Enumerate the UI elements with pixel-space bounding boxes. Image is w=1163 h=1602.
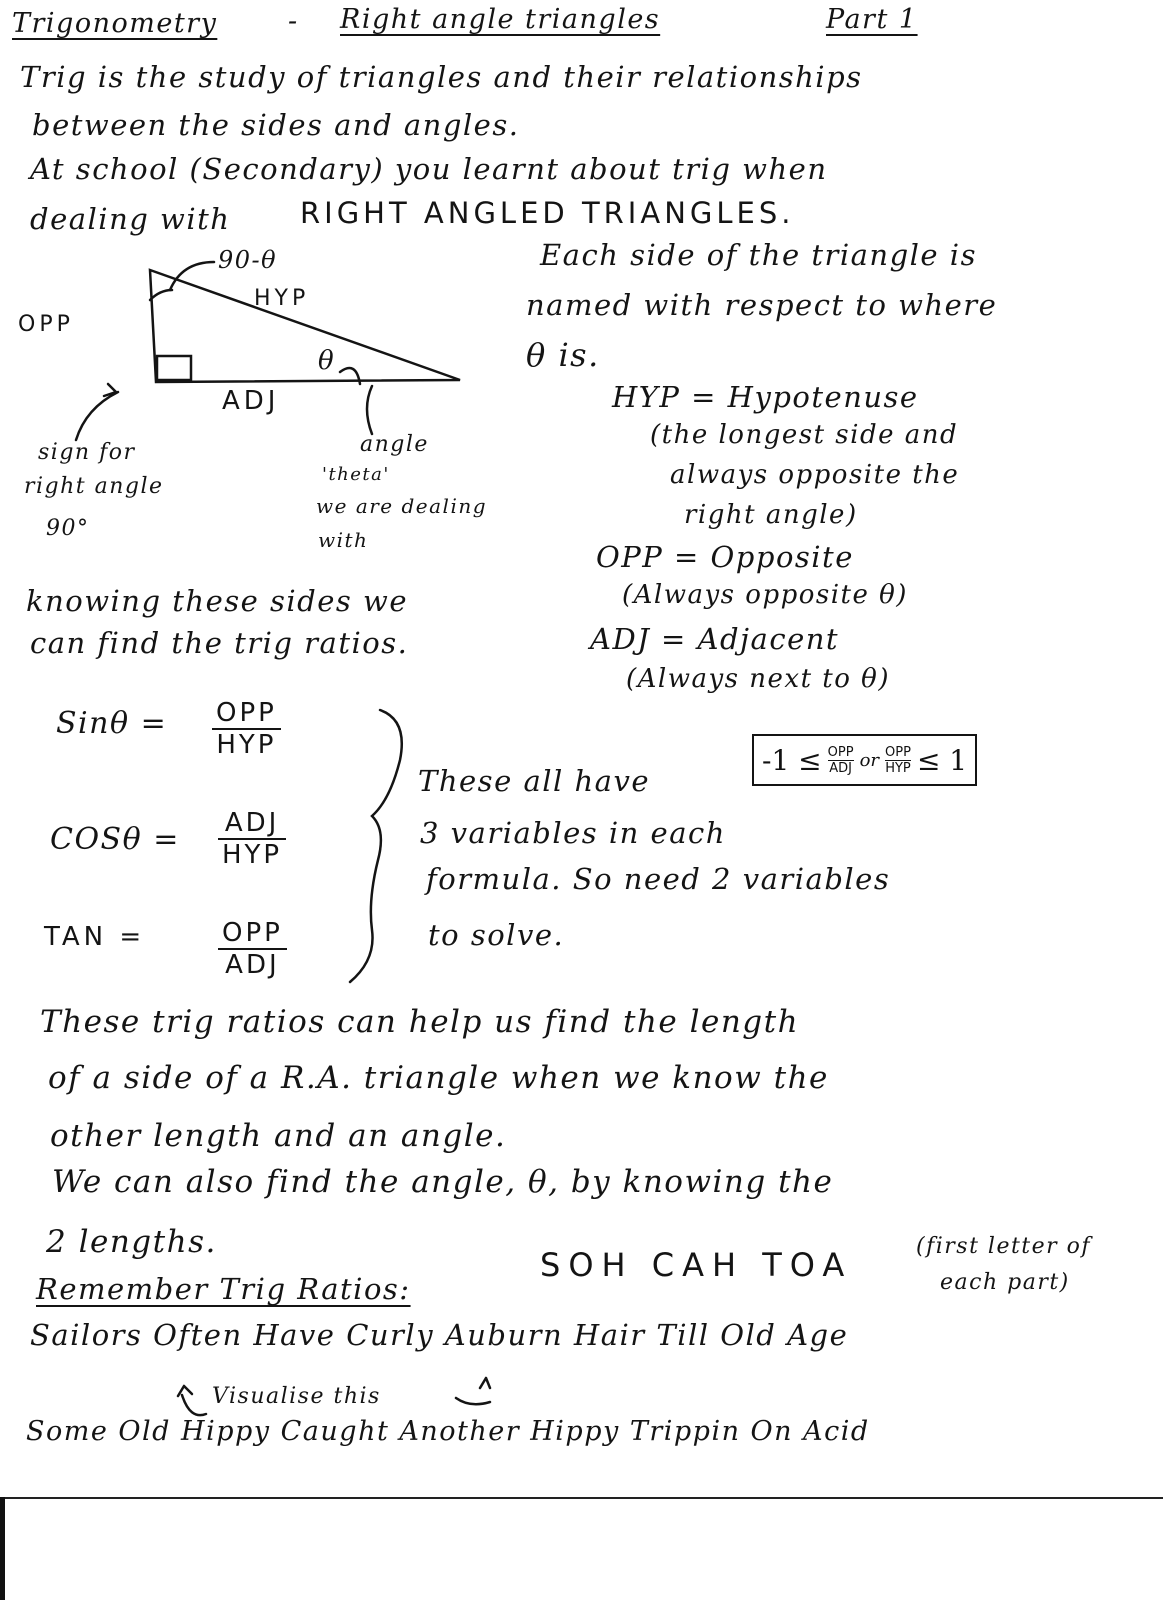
hyp-note-3: right angle) (684, 500, 858, 530)
hyp-definition: HYP = Hypotenuse (612, 380, 919, 414)
tan-denominator: ADJ (225, 950, 280, 980)
right-angle-note-2: right angle (24, 474, 164, 499)
scan-edge (0, 1497, 5, 1600)
page-title: Trigonometry (12, 8, 218, 39)
intro-line-3: At school (Secondary) you learnt about trig when (30, 152, 828, 186)
theta-note-2: 'theta' (322, 464, 390, 485)
usage-line-1: These trig ratios can help us find the length (40, 1004, 800, 1040)
sin-lhs: Sinθ = (56, 706, 168, 741)
cos-fraction (218, 808, 286, 870)
range-or: or (859, 749, 880, 771)
range-fraction-2 (885, 745, 911, 776)
tan-fraction (218, 918, 287, 980)
hyp-note-1: (the longest side and (650, 420, 959, 450)
sailors-mnemonic: Sailors Often Have Curly Auburn Hair Till Old Age (30, 1318, 849, 1352)
range-fraction-1 (828, 745, 854, 776)
opp-definition: OPP = Opposite (596, 540, 854, 574)
range-lead: -1 ≤ (762, 743, 822, 777)
intro-line-4a: dealing with (30, 202, 231, 236)
variables-line-1: These all have (418, 764, 651, 798)
intro-line-1: Trig is the study of triangles and their relationships (20, 60, 863, 94)
usage-line-4: We can also find the angle, θ, by knowing the (52, 1164, 834, 1200)
range-f2-num: OPP (885, 744, 911, 760)
naming-line-2: named with respect to where (526, 288, 998, 322)
range-f1-den: ADJ (829, 760, 852, 776)
theta-note-3: we are dealing (316, 494, 488, 518)
variables-line-2: 3 variables in each (420, 816, 726, 850)
range-tail: ≤ 1 (916, 743, 968, 777)
range-f1-num: OPP (827, 744, 854, 760)
hyp-side-label: HYP (254, 286, 310, 311)
adj-note: (Always next to θ) (626, 664, 890, 694)
cos-lhs: COSθ = (50, 822, 180, 857)
intro-line-4b: RIGHT ANGLED TRIANGLES. (300, 196, 795, 230)
page-bottom-margin (0, 1497, 1163, 1602)
naming-line-3: θ is. (526, 336, 600, 374)
opp-side-label: OPP (18, 312, 74, 337)
title-dash: - (288, 6, 299, 37)
knowing-line-1: knowing these sides we (26, 584, 408, 618)
part-label: Part 1 (826, 4, 918, 35)
knowing-line-2: can find the trig ratios. (30, 626, 409, 660)
theta-note-4: with (318, 528, 369, 552)
theta-label: θ (318, 346, 336, 376)
usage-line-2: of a side of a R.A. triangle when we know the (48, 1060, 829, 1096)
right-angle-note-1: sign for (38, 440, 136, 465)
sin-denominator: HYP (216, 730, 277, 760)
remember-heading: Remember Trig Ratios: (36, 1272, 411, 1306)
intro-line-2: between the sides and angles. (32, 108, 520, 142)
adj-definition: ADJ = Adjacent (590, 622, 840, 656)
usage-line-5: 2 lengths. (46, 1224, 217, 1260)
soh-cah-toa: SOH CAH TOA (540, 1246, 853, 1284)
tan-lhs: TAN = (44, 922, 146, 952)
top-angle-label: 90-θ (218, 246, 278, 274)
adj-side-label: ADJ (222, 386, 280, 416)
soh-note-1: (first letter of (916, 1234, 1092, 1259)
hyp-note-2: always opposite the (670, 460, 960, 490)
hippy-mnemonic: Some Old Hippy Caught Another Hippy Trippin On Acid (26, 1416, 870, 1447)
page-subtitle: Right angle triangles (340, 4, 661, 35)
soh-note-2: each part) (940, 1270, 1070, 1295)
sin-numerator: OPP (212, 698, 281, 730)
usage-line-3: other length and an angle. (50, 1118, 507, 1154)
variables-line-4: to solve. (428, 918, 565, 952)
range-f2-den: HYP (885, 760, 911, 776)
visualise-note: Visualise this (212, 1384, 381, 1409)
theta-note-1: angle (360, 432, 429, 457)
sin-fraction (212, 698, 281, 760)
tan-numerator: OPP (218, 918, 287, 950)
cos-denominator: HYP (222, 840, 283, 870)
variables-line-3: formula. So need 2 variables (426, 862, 891, 896)
cos-numerator: ADJ (218, 808, 286, 840)
right-angle-note-3: 90° (46, 516, 90, 541)
naming-line-1: Each side of the triangle is (540, 238, 977, 272)
opp-note: (Always opposite θ) (622, 580, 908, 610)
ratio-range-box (752, 734, 977, 786)
